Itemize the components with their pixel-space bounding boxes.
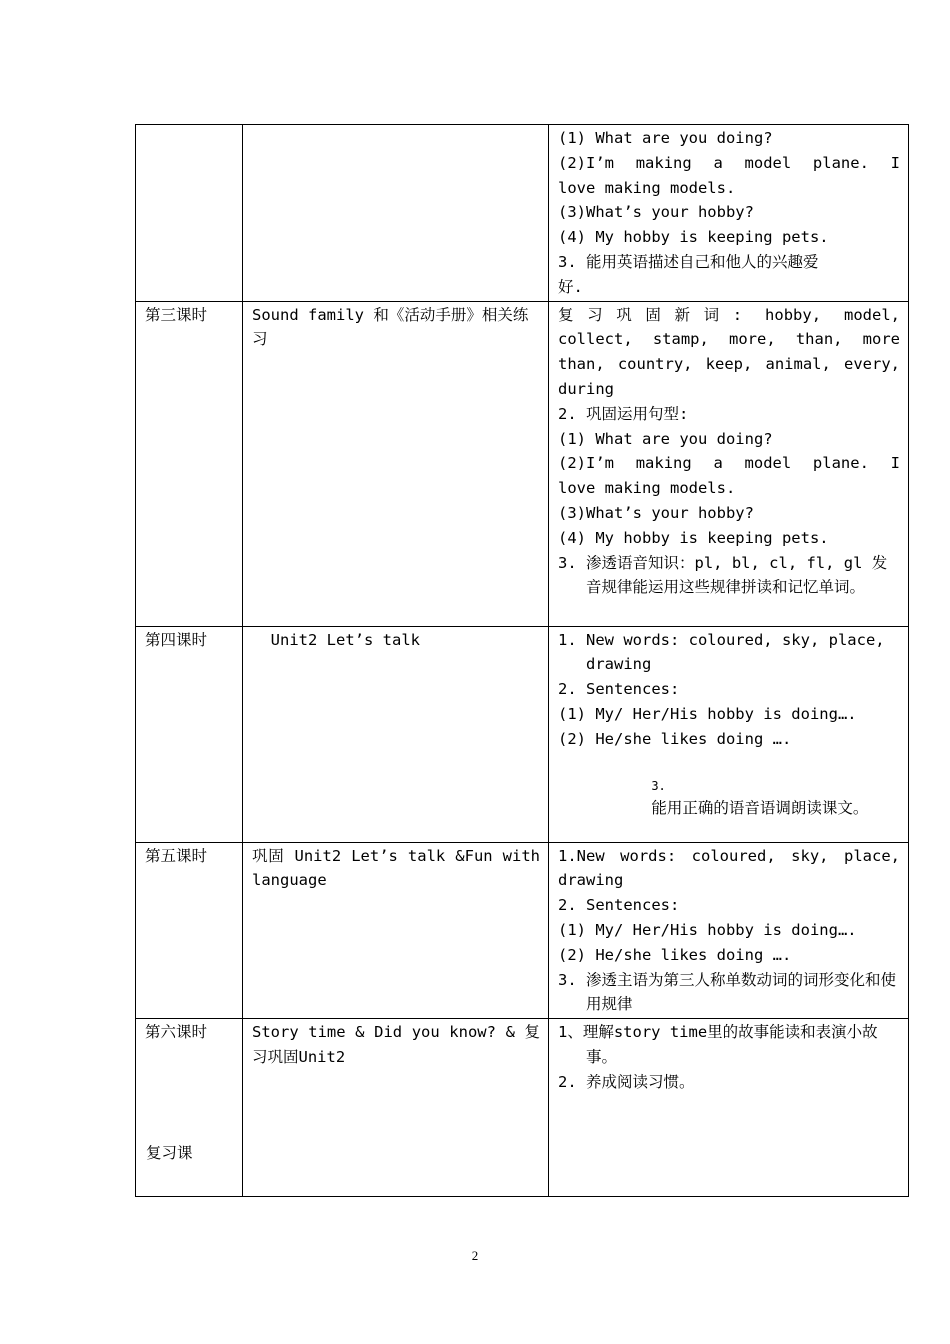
goals-cell [549, 301, 909, 626]
goal-text: 能用正确的语音语调朗读课文。 [651, 798, 869, 817]
goal-line: 复习巩固新词: hobby, model, [558, 305, 900, 324]
goals-cell [549, 125, 909, 302]
goal-line: (2) He/she likes doing …. [558, 945, 792, 964]
goal-line: 3. 渗透主语为第三人称单数动词的词形变化和使用规律 [558, 970, 896, 1014]
goal-line: (4) My hobby is keeping pets. [558, 228, 829, 247]
goals-cell [549, 842, 909, 1019]
content-cell: Unit2 Let’s talk [243, 626, 549, 842]
goal-line: 2. 巩固运用句型: [558, 404, 689, 423]
content-cell: Story time & Did you know? & 复习巩固Unit2 [243, 1019, 549, 1197]
lesson-cell: 第四课时 [136, 626, 243, 842]
lesson-cell [136, 125, 243, 302]
lesson-plan-table [135, 124, 909, 1197]
goal-line: (3)What’s your hobby? [558, 503, 754, 522]
lesson-cell [136, 1019, 243, 1197]
goal-line: 1. New words: coloured, sky, place, drawing [558, 630, 894, 674]
goal-line: during [558, 379, 614, 398]
goals-cell [549, 1019, 909, 1197]
table-row [136, 125, 909, 302]
goal-line: (2) He/she likes doing …. [558, 729, 792, 748]
goal-line: 2. 养成阅读习惯。 [558, 1072, 695, 1091]
goal-line: 3. 渗透语音知识：pl, bl, cl, fl, gl 发音规律能运用这些规律拼读和记忆单词。 [558, 553, 888, 597]
goal-line: (2)I’m making a model plane. I [558, 454, 900, 473]
table-row [136, 1019, 909, 1197]
goal-line: 2. Sentences: [558, 896, 680, 915]
goal-line: (1) My/ Her/His hobby is doing…. [558, 920, 857, 939]
goal-line: 3. 能用英语描述自己和他人的兴趣爱 [558, 252, 819, 271]
goal-line: (4) My hobby is keeping pets. [558, 528, 829, 547]
goal-line: drawing [558, 871, 624, 890]
lesson-cell: 第五课时 [136, 842, 243, 1019]
content-cell: Sound family 和《活动手册》相关练习 [243, 301, 549, 626]
page-number: 2 [471, 1248, 479, 1263]
goal-line: than, country, keep, animal, every, [558, 355, 900, 374]
goal-line [558, 752, 900, 841]
goal-line: (3)What’s your hobby? [558, 203, 754, 222]
goal-line: 1、理解story time里的故事能读和表演小故事。 [558, 1023, 878, 1066]
goal-line: 1.New words: coloured, sky, place, [558, 846, 900, 865]
table-row [136, 626, 909, 842]
goal-line: (1) What are you doing? [558, 429, 773, 448]
goals-cell [549, 626, 909, 842]
review-label: 复习课 [146, 1144, 193, 1163]
goal-line: (1) What are you doing? [558, 129, 773, 147]
table-row [136, 842, 909, 1019]
content-cell [243, 125, 549, 302]
goal-line: collect, stamp, more, than, more [558, 330, 900, 349]
goal-line: love making models. [558, 178, 736, 197]
lesson-label: 第六课时 [145, 1023, 208, 1042]
list-number: 3. [651, 778, 666, 793]
lesson-cell: 第三课时 [136, 301, 243, 626]
table-row [136, 301, 909, 626]
content-cell: 巩固 Unit2 Let’s talk &Fun with language [243, 842, 549, 1019]
goal-line: (1) My/ Her/His hobby is doing…. [558, 704, 857, 723]
goal-line: (2)I’m making a model plane. I [558, 153, 900, 172]
goal-line: 2. Sentences: [558, 680, 680, 699]
goal-line: 好. [558, 277, 583, 296]
goal-line: love making models. [558, 479, 736, 498]
